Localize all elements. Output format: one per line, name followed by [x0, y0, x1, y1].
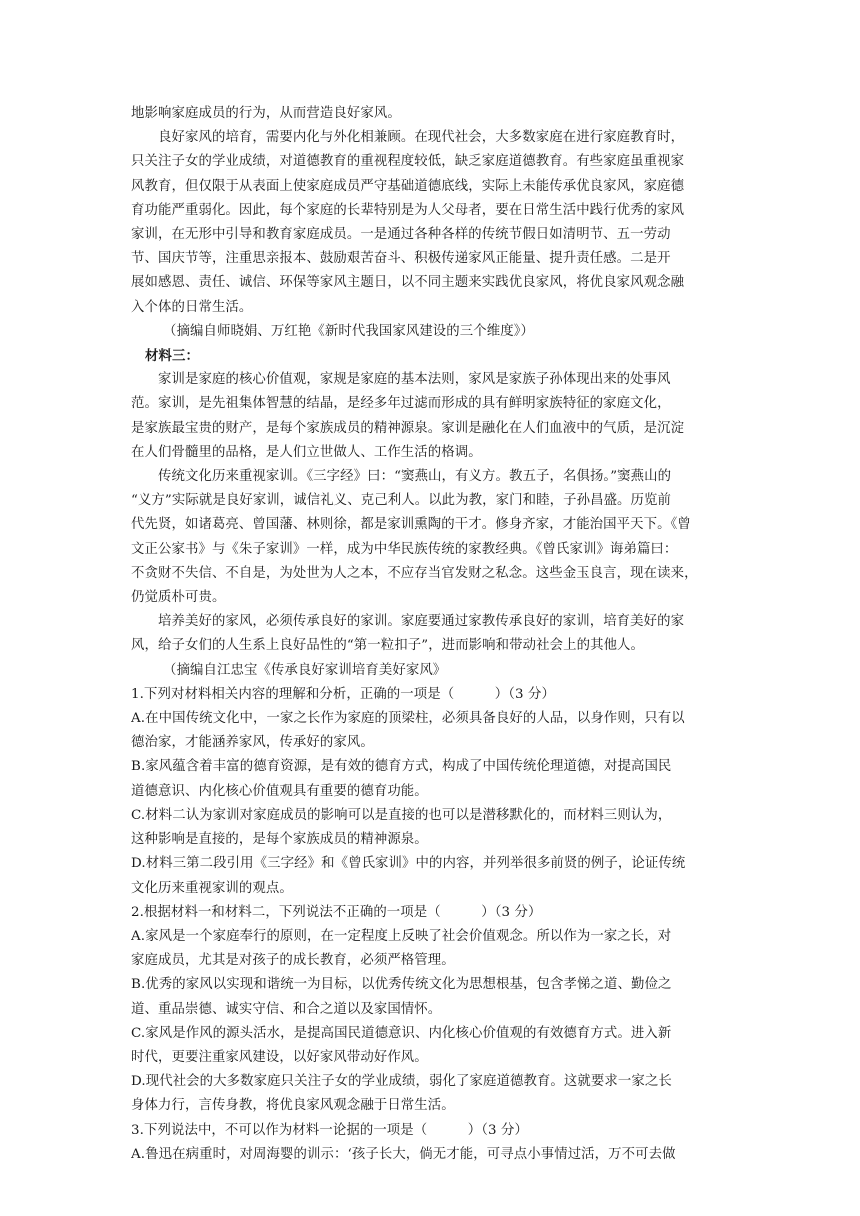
text-line: 育功能严重弱化。因此，每个家庭的长辈特别是为人父母者，要在日常生活中践行优秀的家风 [131, 202, 685, 218]
text-line: B.优秀的家风以实现和谐统一为目标，以优秀传统文化为思想根基，包含孝悌之道、勤俭之 [131, 977, 672, 993]
text-line: A.鲁迅在病重时，对周海婴的训示：‘孩子长大，倘无才能，可寻点小事情过活，万不可去做 [131, 1146, 676, 1162]
text-line: A.在中国传统文化中，一家之长作为家庭的顶梁柱，必须具备良好的人品，以身作则，只有以 [131, 711, 685, 727]
text-line: 家庭成员，尤其是对孩子的成长教育，必须严格管理。 [131, 953, 455, 969]
text-line: 地影响家庭成员的行为，从而营造良好家风。 [131, 106, 401, 121]
text-line: C.家风是作风的源头活水，是提高国民道德意识、内化核心价值观的有效德育方式。进入新 [131, 1025, 672, 1041]
text-line: 范。家训，是先祖集体智慧的结晶，是经多年过滤而形成的具有鲜明家族特征的家庭文化， [131, 396, 671, 412]
text-line: A.家风是一个家庭奉行的原则，在一定程度上反映了社会价值观念。所以作为一家之长，对 [131, 928, 672, 944]
text-line: 道、重品崇德、诚实守信、和合之道以及家国情怀。 [131, 1001, 442, 1017]
text-line: 2.根据材料一和材料二，下列说法不正确的一项是（ ）（3 分） [131, 904, 542, 920]
text-line: 节、国庆节等，注重思亲报本、鼓励艰苦奋斗、积极传递家风正能量、提升责任感。二是开 [131, 251, 671, 267]
text-line: 材料三： [145, 348, 199, 365]
text-line: C.材料二认为家训对家庭成员的影响可以是直接的也可以是潜移默化的，而材料三则认为， [131, 807, 672, 823]
text-line: 仍觉质朴可贵。 [131, 590, 226, 606]
text-line: 培养美好的家风，必须传承良好的家训。家庭要通过家教传承良好的家训，培育美好的家 [158, 614, 685, 630]
text-line: （摘编自江忠宝《传承良好家训培育美好家风》 [163, 662, 447, 678]
text-line: D.现代社会的大多数家庭只关注子女的学业成绩，弱化了家庭道德教育。这就要求一家之长 [131, 1074, 672, 1090]
text-line: 是家族最宝贵的财产，是每个家族成员的精神源泉。家训是融化在人们血液中的气质，是沉淀 [131, 420, 685, 436]
text-line: 展如感恩、责任、诚信、环保等家风主题日，以不同主题来实践优良家风，将优良家风观念融 [131, 275, 685, 291]
text-line: D.材料三第二段引用《三字经》和《曾氏家训》中的内容，并列举很多前贤的例子，论证传统 [131, 856, 686, 872]
text-line: 在人们骨髓里的品格，是人们立世做人、工作生活的格调。 [131, 444, 482, 460]
text-line: 德治家，才能涵养家风，传承好的家风。 [131, 735, 374, 751]
text-line: 良好家风的培育，需要内化与外化相兼顾。在现代社会，大多数家庭在进行家庭教育时， [158, 130, 685, 146]
text-line: 入个体的日常生活。 [131, 299, 253, 315]
text-line: 文正公家书》与《朱子家训》一样，成为中华民族传统的家教经典。《曾氏家训》诲弟篇曰： [131, 541, 678, 557]
text-line: 不贪财不失信、不自是，为处世为人之本，不应存当官发财之私念。这些金玉良言，现在读来， [131, 565, 698, 581]
text-line: 身体力行，言传身教，将优良家风观念融于日常生活。 [131, 1098, 455, 1114]
text-line: B.家风蕴含着丰富的德育资源，是有效的德育方式，构成了中国传统伦理道德，对提高国民 [131, 759, 672, 775]
text-line: 时代，更要注重家风建设，以好家风带动好作风。 [131, 1049, 428, 1065]
text-line: 只关注子女的学业成绩，对道德教育的重视程度较低，缺乏家庭道德教育。有些家庭虽重视家 [131, 154, 685, 170]
text-line: 1.下列对材料相关内容的理解和分析，正确的一项是（ ）（3 分） [131, 686, 555, 702]
text-line: 道德意识、内化核心价值观具有重要的德育功能。 [131, 783, 428, 799]
text-line: 代先贤，如诸葛亮、曾国藩、林则徐，都是家训熏陶的干才。修身齐家，才能治国平天下。《曾 [131, 517, 691, 533]
text-line: “义方”实际就是良好家训，诚信礼义、克己利人。以此为教，家门和睦，子孙昌盛。历览前 [131, 493, 672, 509]
text-line: 家训是家庭的核心价值观，家规是家庭的基本法则，家风是家族子孙体现出来的处事风 [158, 372, 671, 388]
text-line: 风教育，但仅限于从表面上使家庭成员严守基础道德底线，实际上未能传承优良家风，家庭德 [131, 178, 685, 194]
text-line: 这种影响是直接的，是每个家族成员的精神源泉。 [131, 832, 428, 848]
text-line: 文化历来重视家训的观点。 [131, 880, 293, 896]
text-line: 风，给子女们的人生系上良好品性的“第一粒扣子”，进而影响和带动社会上的其他人。 [131, 638, 645, 654]
text-line: 家训，在无形中引导和教育家庭成员。一是通过各种各样的传统节假日如清明节、五一劳动 [131, 227, 671, 243]
text-line: 传统文化历来重视家训。《三字经》曰：“窦燕山，有义方。教五子，名俱扬。”窦燕山的 [158, 469, 672, 485]
text-line: （摘编自师晓娟、万红艳《新时代我国家风建设的三个维度》） [163, 323, 535, 339]
document-page [131, 102, 741, 1167]
text-line: 3.下列说法中，不可以作为材料一论据的一项是（ ）（3 分） [131, 1122, 528, 1138]
